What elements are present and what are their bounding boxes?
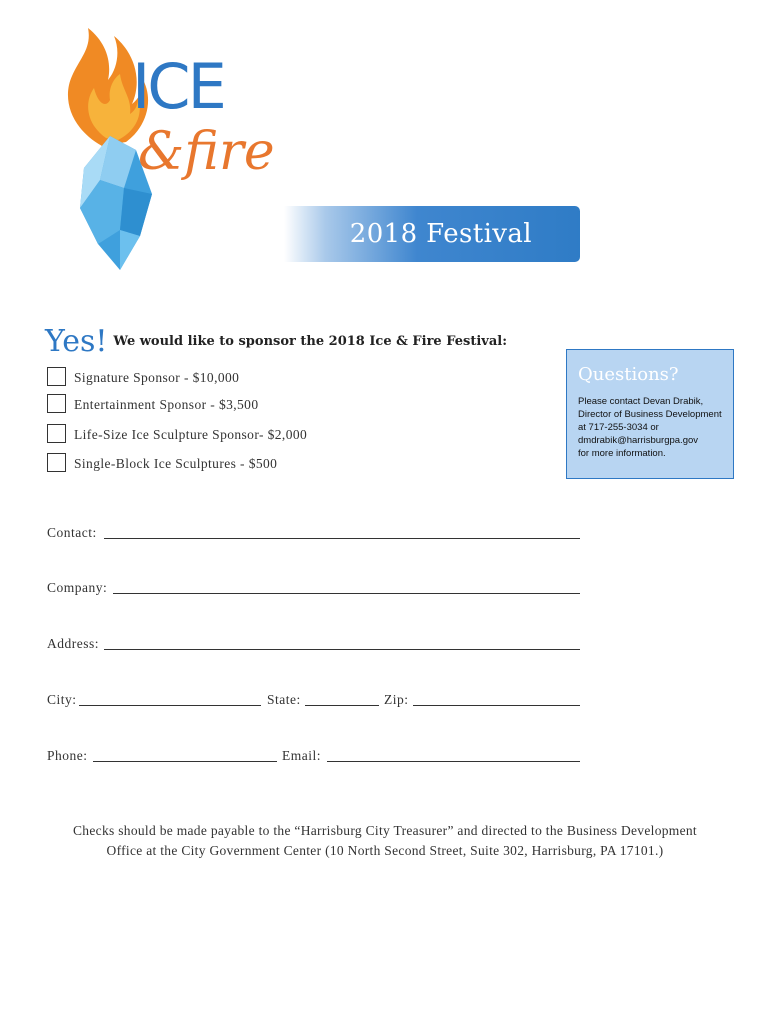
zip-label: Zip: xyxy=(384,692,409,707)
option-label: Signature Sponsor - $10,000 xyxy=(74,370,240,385)
logo-word-fire: &fire xyxy=(138,122,275,182)
sponsor-intro xyxy=(45,324,507,359)
checkbox-ice-sculpture-sponsor[interactable] xyxy=(47,424,66,443)
checkbox-signature-sponsor[interactable] xyxy=(47,367,66,386)
state-label: State: xyxy=(267,692,301,707)
questions-line: Director of Business Development xyxy=(578,409,722,420)
city-input-line[interactable] xyxy=(79,705,261,706)
option-label: Single-Block Ice Sculptures - $500 xyxy=(74,456,278,471)
festival-banner xyxy=(284,206,580,262)
questions-title: Questions? xyxy=(578,364,679,385)
address-field xyxy=(47,636,580,654)
company-label: Company: xyxy=(47,580,108,595)
option-label: Entertainment Sponsor - $3,500 xyxy=(74,397,259,412)
questions-body xyxy=(578,395,723,460)
city-state-zip-field xyxy=(47,692,580,710)
city-label: City: xyxy=(47,692,77,707)
payment-line-1: Checks should be made payable to the “Harrisburg City Treasurer” and directed to the Business Development xyxy=(73,823,697,838)
zip-input-line[interactable] xyxy=(413,705,580,706)
yes-heading: Yes! xyxy=(45,324,108,359)
intro-text: We would like to sponsor the 2018 Ice & Fire Festival: xyxy=(113,334,507,349)
company-input-line[interactable] xyxy=(113,593,580,594)
questions-box xyxy=(566,349,734,479)
contact-input-line[interactable] xyxy=(104,538,580,539)
ice-and-fire-logo xyxy=(40,18,310,278)
contact-label: Contact: xyxy=(47,525,97,540)
company-field xyxy=(47,580,580,598)
address-label: Address: xyxy=(47,636,99,651)
payment-line-2: Office at the City Government Center (10 North Second Street, Suite 302, Harrisburg, PA 17101.) xyxy=(106,843,664,858)
logo-word-ice: ICE xyxy=(132,50,224,123)
state-input-line[interactable] xyxy=(305,705,379,706)
questions-line: Please contact Devan Drabik, xyxy=(578,396,704,407)
address-input-line[interactable] xyxy=(104,649,580,650)
email-input-line[interactable] xyxy=(327,761,580,762)
payment-instructions xyxy=(40,821,730,861)
contact-field xyxy=(47,525,580,543)
festival-title: 2018 Festival xyxy=(349,219,532,249)
checkbox-entertainment-sponsor[interactable] xyxy=(47,394,66,413)
phone-label: Phone: xyxy=(47,748,88,763)
phone-input-line[interactable] xyxy=(93,761,277,762)
questions-line: for more information. xyxy=(578,448,666,459)
email-label: Email: xyxy=(282,748,321,763)
phone-email-field xyxy=(47,748,580,766)
option-label: Life-Size Ice Sculpture Sponsor- $2,000 xyxy=(74,427,308,442)
checkbox-single-block-sculptures[interactable] xyxy=(47,453,66,472)
questions-line: at 717-255-3034 or xyxy=(578,422,659,433)
questions-email: dmdrabik@harrisburgpa.gov xyxy=(578,435,699,446)
